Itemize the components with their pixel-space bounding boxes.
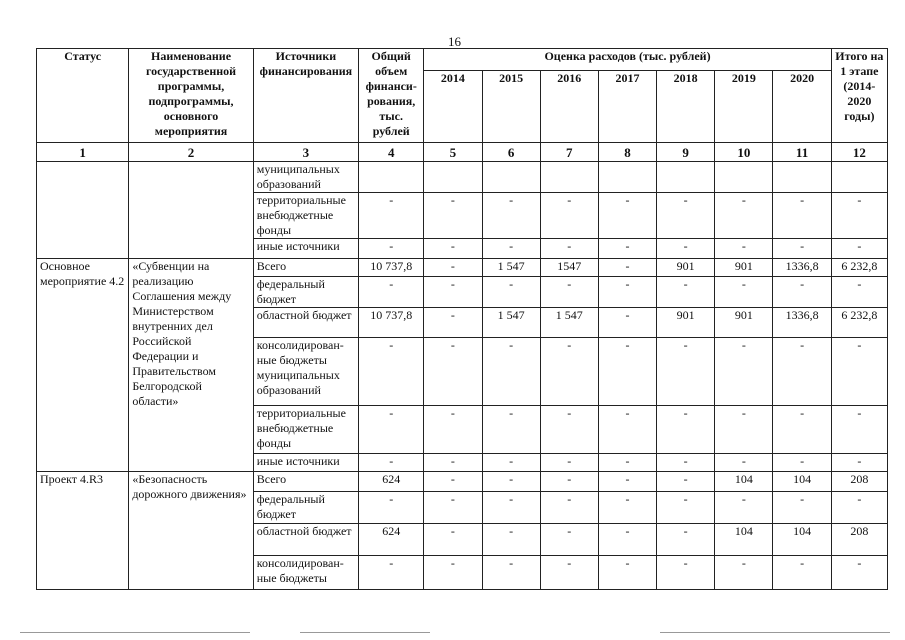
value-cell: - [773, 338, 831, 406]
value-cell [598, 162, 656, 193]
value-cell: - [598, 239, 656, 259]
program-name-cell: «Безопасность дорожного движения» [129, 472, 253, 590]
value-cell: - [831, 239, 887, 259]
value-cell: - [540, 472, 598, 492]
value-cell: - [657, 193, 715, 239]
value-cell: - [657, 239, 715, 259]
year-2017: 2017 [598, 71, 656, 143]
value-cell: - [482, 193, 540, 239]
value-cell: 624 [359, 472, 424, 492]
value-cell: - [540, 454, 598, 472]
value-cell: - [359, 193, 424, 239]
value-cell: - [424, 454, 482, 472]
value-cell: - [598, 308, 656, 338]
value-cell: - [831, 492, 887, 524]
table-row [37, 259, 888, 277]
value-cell [831, 162, 887, 193]
program-name-cell-empty [129, 162, 253, 259]
column-number: 1 [37, 143, 129, 162]
value-cell: - [598, 472, 656, 492]
source-cell: областной бюджет [253, 308, 358, 338]
value-cell: - [424, 308, 482, 338]
value-cell: 10 737,8 [359, 308, 424, 338]
value-cell [482, 162, 540, 193]
value-cell: - [424, 524, 482, 556]
value-cell: - [482, 338, 540, 406]
status-cell: Проект 4.R3 [37, 472, 129, 590]
scan-edge-line [20, 632, 250, 633]
value-cell: - [598, 406, 656, 454]
value-cell [424, 162, 482, 193]
source-cell: областной бюджет [253, 524, 358, 556]
value-cell: - [657, 454, 715, 472]
source-cell: Всего [253, 259, 358, 277]
value-cell: 1 547 [540, 308, 598, 338]
column-number: 7 [540, 143, 598, 162]
year-2019: 2019 [715, 71, 773, 143]
source-cell: консолидирован-ные бюджеты [253, 556, 358, 590]
source-cell: территориальные внебюджетные фонды [253, 193, 358, 239]
value-cell: 1 547 [482, 259, 540, 277]
value-cell: - [424, 492, 482, 524]
value-cell: - [773, 556, 831, 590]
value-cell: - [598, 259, 656, 277]
value-cell: - [482, 556, 540, 590]
value-cell: - [540, 338, 598, 406]
value-cell: - [359, 556, 424, 590]
header-total-stage: Итого на 1 этапе (2014-2020 годы) [831, 49, 887, 143]
value-cell: - [657, 338, 715, 406]
value-cell: - [359, 277, 424, 308]
source-cell: иные источники [253, 239, 358, 259]
value-cell: - [424, 556, 482, 590]
value-cell: - [657, 406, 715, 454]
value-cell: - [715, 239, 773, 259]
page-number: 16 [448, 34, 461, 49]
column-number: 9 [657, 143, 715, 162]
value-cell: 1336,8 [773, 308, 831, 338]
value-cell: - [657, 472, 715, 492]
value-cell: 208 [831, 472, 887, 492]
value-cell: - [831, 193, 887, 239]
column-number: 4 [359, 143, 424, 162]
value-cell: 10 737,8 [359, 259, 424, 277]
value-cell [657, 162, 715, 193]
value-cell: - [598, 556, 656, 590]
value-cell: - [773, 193, 831, 239]
value-cell: - [657, 492, 715, 524]
value-cell: - [831, 277, 887, 308]
value-cell: - [482, 472, 540, 492]
value-cell: 901 [715, 308, 773, 338]
header-total-volume: Общий объем финанси-рования, тыс. рублей [359, 49, 424, 143]
value-cell: 1 547 [482, 308, 540, 338]
table-row [37, 162, 888, 193]
value-cell [359, 162, 424, 193]
scan-edge-line [660, 632, 890, 633]
table-row [37, 472, 888, 492]
value-cell: - [715, 277, 773, 308]
header-program-name: Наименование государственной программы, подпрограммы, основного мероприятия [129, 49, 253, 143]
value-cell: - [773, 492, 831, 524]
source-cell: федеральный бюджет [253, 277, 358, 308]
header-status: Статус [37, 49, 129, 143]
value-cell: - [359, 406, 424, 454]
column-number: 12 [831, 143, 887, 162]
value-cell: 1336,8 [773, 259, 831, 277]
value-cell: - [715, 454, 773, 472]
column-number: 6 [482, 143, 540, 162]
value-cell: - [831, 338, 887, 406]
value-cell: - [773, 239, 831, 259]
value-cell: - [540, 277, 598, 308]
value-cell: 208 [831, 524, 887, 556]
header-sources: Источники финансирования [253, 49, 358, 143]
value-cell: - [540, 239, 598, 259]
source-cell: Всего [253, 472, 358, 492]
value-cell: - [598, 277, 656, 308]
column-number: 11 [773, 143, 831, 162]
value-cell: - [773, 454, 831, 472]
value-cell: - [359, 338, 424, 406]
value-cell: - [424, 406, 482, 454]
source-cell: муниципальных образований [253, 162, 358, 193]
value-cell: - [359, 454, 424, 472]
value-cell: - [482, 454, 540, 472]
value-cell: - [359, 492, 424, 524]
value-cell [715, 162, 773, 193]
status-cell: Основное мероприятие 4.2 [37, 259, 129, 472]
value-cell: 104 [715, 524, 773, 556]
source-cell: федеральный бюджет [253, 492, 358, 524]
value-cell: - [482, 239, 540, 259]
value-cell: - [598, 492, 656, 524]
value-cell: - [482, 277, 540, 308]
budget-table [36, 48, 888, 590]
value-cell: - [598, 193, 656, 239]
value-cell: - [424, 259, 482, 277]
value-cell: 6 232,8 [831, 259, 887, 277]
value-cell: - [715, 406, 773, 454]
column-number: 2 [129, 143, 253, 162]
value-cell: - [831, 556, 887, 590]
value-cell: - [831, 406, 887, 454]
year-2018: 2018 [657, 71, 715, 143]
value-cell: - [657, 277, 715, 308]
scan-edge-line [300, 632, 430, 633]
value-cell: - [540, 406, 598, 454]
source-cell: территориальные внебюджетные фонды [253, 406, 358, 454]
column-number: 3 [253, 143, 358, 162]
header-expense-estimate: Оценка расходов (тыс. рублей) [424, 49, 831, 71]
value-cell: - [598, 338, 656, 406]
value-cell: - [657, 524, 715, 556]
value-cell: - [773, 277, 831, 308]
value-cell: 6 232,8 [831, 308, 887, 338]
value-cell: - [540, 492, 598, 524]
year-2016: 2016 [540, 71, 598, 143]
year-2015: 2015 [482, 71, 540, 143]
source-cell: иные источники [253, 454, 358, 472]
value-cell: 104 [773, 472, 831, 492]
source-cell: консолидирован-ные бюджеты муниципальных образований [253, 338, 358, 406]
column-number: 5 [424, 143, 482, 162]
value-cell: 624 [359, 524, 424, 556]
value-cell: 901 [657, 259, 715, 277]
value-cell: - [424, 277, 482, 308]
value-cell: - [715, 193, 773, 239]
value-cell [773, 162, 831, 193]
value-cell: - [715, 492, 773, 524]
year-2014: 2014 [424, 71, 482, 143]
value-cell: - [598, 454, 656, 472]
value-cell: - [424, 472, 482, 492]
value-cell: 104 [715, 472, 773, 492]
value-cell: - [715, 338, 773, 406]
program-name-cell: «Субвенции на реализацию Соглашения между Министерством внутренних дел Российской Федерации и Правительством Белгородской области» [129, 259, 253, 472]
status-cell-empty [37, 162, 129, 259]
value-cell: - [482, 406, 540, 454]
value-cell: - [359, 239, 424, 259]
value-cell [540, 162, 598, 193]
value-cell: - [598, 524, 656, 556]
value-cell: - [540, 556, 598, 590]
value-cell: - [482, 524, 540, 556]
value-cell: - [482, 492, 540, 524]
value-cell: - [540, 524, 598, 556]
value-cell: 901 [657, 308, 715, 338]
value-cell: - [424, 193, 482, 239]
year-2020: 2020 [773, 71, 831, 143]
value-cell: - [773, 406, 831, 454]
column-number-row [37, 143, 888, 162]
value-cell: 901 [715, 259, 773, 277]
value-cell: - [657, 556, 715, 590]
column-number: 8 [598, 143, 656, 162]
value-cell: 1547 [540, 259, 598, 277]
value-cell: - [424, 338, 482, 406]
value-cell: 104 [773, 524, 831, 556]
value-cell: - [831, 454, 887, 472]
value-cell: - [715, 556, 773, 590]
value-cell: - [424, 239, 482, 259]
column-number: 10 [715, 143, 773, 162]
value-cell: - [540, 193, 598, 239]
